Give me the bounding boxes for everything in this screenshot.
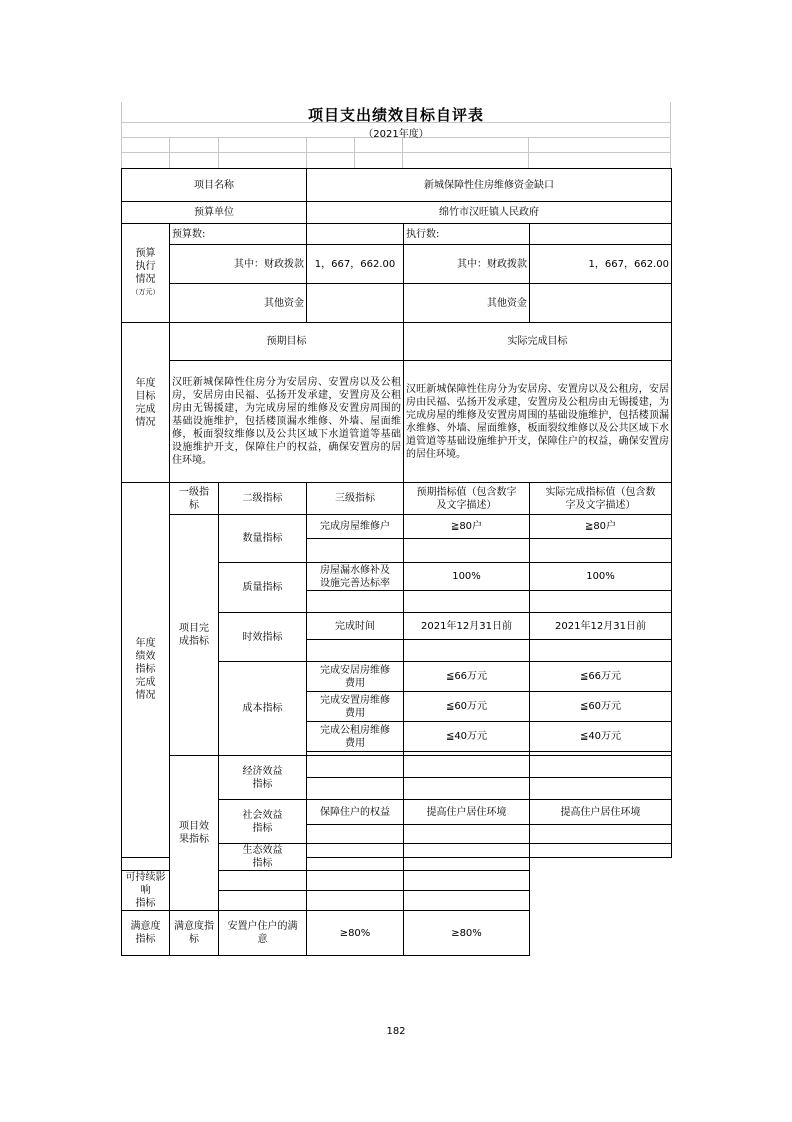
- cost-actual-1: ≦66万元: [530, 662, 672, 692]
- satisfaction-row: [122, 911, 672, 956]
- level3-header: 三级指标: [307, 483, 404, 515]
- cost-item-3: 完成公租房维修 费用: [307, 722, 404, 752]
- budget-unit-label: 预算单位: [122, 202, 307, 224]
- budget-amount-value: [307, 224, 404, 245]
- other-budget-label: 其他资金: [170, 284, 307, 323]
- actual-goal-text: 汉旺新城保障性住房分为安居房、安置房以及公租房，安居房由民福、弘扬开发承建，安置房及公租房由无锡援建，为完成房屋的维修及安置房周围的基础设施维护，包括楼顶漏水维修、外墙、屋面维修，板面裂纹维修以及公共区域下水道管道等基础设施维护开支，保障住户的权益，确保安置房的居住环境。: [404, 361, 672, 483]
- social-expected: 提高住户居住环境: [404, 800, 530, 825]
- expected-goal-header: 预期目标: [170, 323, 404, 361]
- other-exec-label: 其他资金: [404, 284, 530, 323]
- other-funds-row: [122, 284, 672, 323]
- quality-item: 房屋漏水修补及 设施完善达标率: [307, 563, 404, 591]
- report-year: （2021年度）: [363, 129, 429, 140]
- page-number: 182: [386, 1026, 406, 1037]
- other-exec-value: [530, 284, 672, 323]
- benefit-indicator-label: 项目效 果指标: [170, 756, 219, 911]
- other-budget-value: [307, 284, 404, 323]
- satisfaction-actual: ≥80%: [404, 911, 530, 956]
- quality-expected: 100%: [404, 563, 530, 591]
- completion-indicator-label: 项目完 成指标: [170, 515, 219, 756]
- budget-unit-value: 绵竹市汉旺镇人民政府: [307, 202, 672, 224]
- satisfaction-expected: ≥80%: [307, 911, 404, 956]
- quantity-expected: ≧80户: [404, 515, 530, 539]
- budget-unit-row: [122, 202, 672, 224]
- time-expected: 2021年12月31日前: [404, 613, 530, 640]
- sustain-label: 可持续影响 指标: [122, 871, 170, 911]
- cost-expected-3: ≦40万元: [404, 722, 530, 752]
- ecology-label: 生态效益 指标: [219, 844, 307, 871]
- cost-actual-2: ≦60万元: [530, 692, 672, 722]
- economic-label: 经济效益 指标: [219, 756, 307, 800]
- time-label: 时效指标: [219, 613, 307, 662]
- satisfaction-level2: 满意度指标: [170, 911, 219, 956]
- time-actual: 2021年12月31日前: [530, 613, 672, 640]
- goals-header-row: [122, 323, 672, 361]
- project-name-row: [122, 169, 672, 202]
- budget-header-row: [122, 224, 672, 245]
- fiscal-budget-label: 其中：财政拨款: [170, 245, 307, 284]
- time-item: 完成时间: [307, 613, 404, 640]
- quantity-row: [122, 515, 672, 539]
- fiscal-exec-value: 1，667，662.00: [530, 245, 672, 284]
- social-item: 保障住户的权益: [307, 800, 404, 825]
- quantity-item: 完成房屋维修户: [307, 515, 404, 539]
- quality-actual: 100%: [530, 563, 672, 591]
- indicator-section-label: 年度 绩效 指标 完成 情况: [122, 483, 170, 858]
- budget-section-label: 预算 执行 情况 （万元）: [122, 224, 170, 323]
- actual-goal-header: 实际完成目标: [404, 323, 672, 361]
- level2-header: 二级指标: [219, 483, 307, 515]
- social-actual: 提高住户居住环境: [530, 800, 672, 825]
- cost-item-2: 完成安置房维修 费用: [307, 692, 404, 722]
- budget-amount-label: 预算数:: [170, 224, 307, 245]
- quality-label: 质量指标: [219, 563, 307, 613]
- exec-amount-label: 执行数:: [404, 224, 530, 245]
- quantity-actual: ≧80户: [530, 515, 672, 539]
- goals-text-row: [122, 361, 672, 483]
- indicator-header-row: [122, 483, 672, 515]
- social-label: 社会效益 指标: [219, 800, 307, 844]
- satisfaction-item: 安置户住户的满 意: [219, 911, 307, 956]
- cost-item-1: 完成安居房维修 费用: [307, 662, 404, 692]
- page-title: 项目支出绩效目标自评表: [307, 106, 484, 124]
- project-name-label: 项目名称: [122, 169, 307, 202]
- cost-expected-2: ≦60万元: [404, 692, 530, 722]
- satisfaction-level1: 满意度 指标: [122, 911, 170, 956]
- fiscal-row: [122, 245, 672, 284]
- actual-value-header: 实际完成指标值（包含数 字及文字描述）: [530, 483, 672, 515]
- exec-amount-value: [530, 224, 672, 245]
- economic-row-1: [122, 756, 672, 778]
- evaluation-table: [121, 168, 672, 956]
- goals-section-label: 年度 目标 完成 情况: [122, 323, 170, 483]
- fiscal-exec-label: 其中：财政拨款: [404, 245, 530, 284]
- project-name-value: 新城保障性住房维修资金缺口: [307, 169, 672, 202]
- cost-actual-3: ≦40万元: [530, 722, 672, 752]
- fiscal-budget-value: 1，667，662.00: [307, 245, 404, 284]
- expected-goal-text: 汉旺新城保障性住房分为安居房、安置房以及公租房，安居房由民福、弘扬开发承建，安置房及公租房由无锡援建，为完成房屋的维修及安置房周围的基础设施维护，包括楼顶漏水维修、外墙、屋面维修，板面裂纹维修以及公共区域下水道管道等基础设施维护开支，保障住户的权益，确保安置房的居住环境。: [170, 361, 404, 483]
- level1-header: 一级指 标: [170, 483, 219, 515]
- cost-label: 成本指标: [219, 662, 307, 756]
- expected-value-header: 预期指标值（包含数字 及文字描述）: [404, 483, 530, 515]
- cost-expected-1: ≦66万元: [404, 662, 530, 692]
- quantity-label: 数量指标: [219, 515, 307, 563]
